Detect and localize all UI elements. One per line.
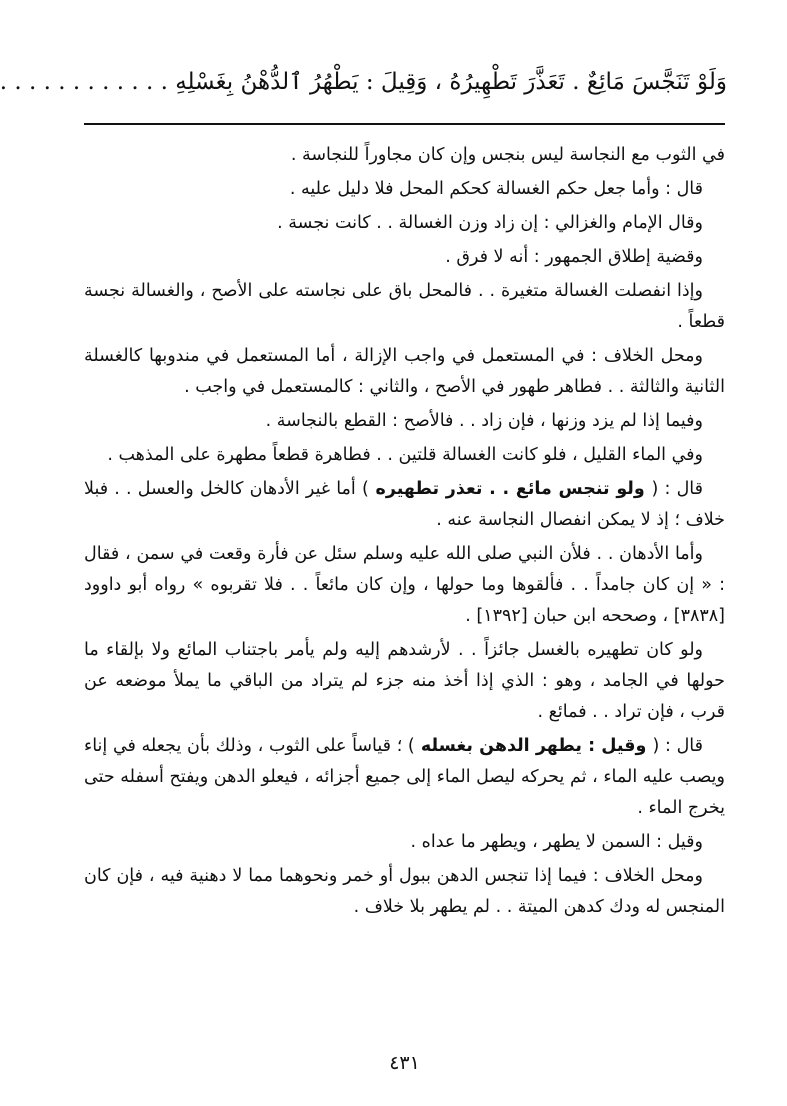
paragraph-rest: ) أما غير الأدهان كالخل والعسل . . فبلا خلاف ؛ إذ لا يمكن انفصال النجاسة عنه . (84, 479, 725, 530)
matn-quote: وقيل : يطهر الدهن بغسله (414, 736, 653, 756)
paragraph: ومحل الخلاف : فيما إذا تنجس الدهن ببول أو خمر ونحوهما مما لا دهنية فيه ، فإن كان المنجس له ودك كدهن الميتة . . لم يطهر بلا خلاف . (84, 866, 725, 917)
paragraph: وأما الأدهان . . فلأن النبي صلى الله عليه وسلم سئل عن فأرة وقعت في سمن ، فقال : « إن كان جامداً . . فألقوها وما حولها ، وإن كان مائعاً . . فلا تقربوه » رواه أبو داوود [٣٨٣٨] ، وصححه ابن حبان [١٣٩٢] . (84, 544, 725, 626)
paragraph-prefix: قال : ( (651, 479, 703, 499)
paragraph (84, 474, 725, 536)
paragraph: في الثوب مع النجاسة ليس بنجس وإن كان مجاوراً للنجاسة . (290, 145, 725, 165)
paragraph: ولو كان تطهيره بالغسل جائزاً . . لأرشدهم إليه ولم يأمر باجتناب المائع ولا بإلقاء ما حولها في الجامد ، وهو : الذي إذا أخذ منه جزء لم يتراد من الباقي ما يملأ موضعه عن قرب ، فإن تراد . . فمائع . (84, 640, 725, 722)
header-divider (84, 123, 725, 125)
paragraph: وقضية إطلاق الجمهور : أنه لا فرق . (445, 247, 703, 267)
paragraph (84, 731, 725, 824)
header-verse: وَلَوْ تَنَجَّسَ مَائِعٌ . تَعَذَّرَ تَطْهِيرُهُ ، وَقِيلَ : يَطْهُرُ ٱلدُّهْنُ بِغَسْلِهِ . . . . . . . . . . . . (0, 69, 727, 95)
paragraph: وقيل : السمن لا يطهر ، ويطهر ما عداه . (410, 832, 703, 852)
paragraph: وفيما إذا لم يزد وزنها ، فإن زاد . . فالأصح : القطع بالنجاسة . (265, 411, 703, 431)
commentary-body (84, 140, 725, 926)
paragraph: ومحل الخلاف : في المستعمل في واجب الإزالة ، أما المستعمل في مندوبها كالغسلة الثانية والثالثة . . فطاهر طهور في الأصح ، والثاني : كالمستعمل في واجب . (84, 346, 725, 397)
paragraph: وقال الإمام والغزالي : إن زاد وزن الغسالة . . كانت نجسة . (277, 213, 703, 233)
paragraph-prefix: قال : ( (652, 736, 703, 756)
page-number: ٤٣١ (389, 1052, 420, 1074)
matn-quote: ولو تنجس مائع . . تعذر تطهيره (368, 479, 652, 499)
paragraph: وفي الماء القليل ، فلو كانت الغسالة قلتين . . فطاهرة قطعاً مطهرة على المذهب . (107, 445, 703, 465)
paragraph: قال : وأما جعل حكم الغسالة كحكم المحل فلا دليل عليه . (289, 179, 703, 199)
paragraph-rest: ) ؛ قياساً على الثوب ، وذلك بأن يجعله في إناء ويصب عليه الماء ، ثم يحركه ليصل الماء إلى جميع أجزائه ، فيعلو الدهن ويفتح أسفله حتى يخرج الماء . (84, 736, 725, 818)
paragraph: وإذا انفصلت الغسالة متغيرة . . فالمحل باق على نجاسته على الأصح ، والغسالة نجسة قطعاً . (84, 281, 725, 332)
